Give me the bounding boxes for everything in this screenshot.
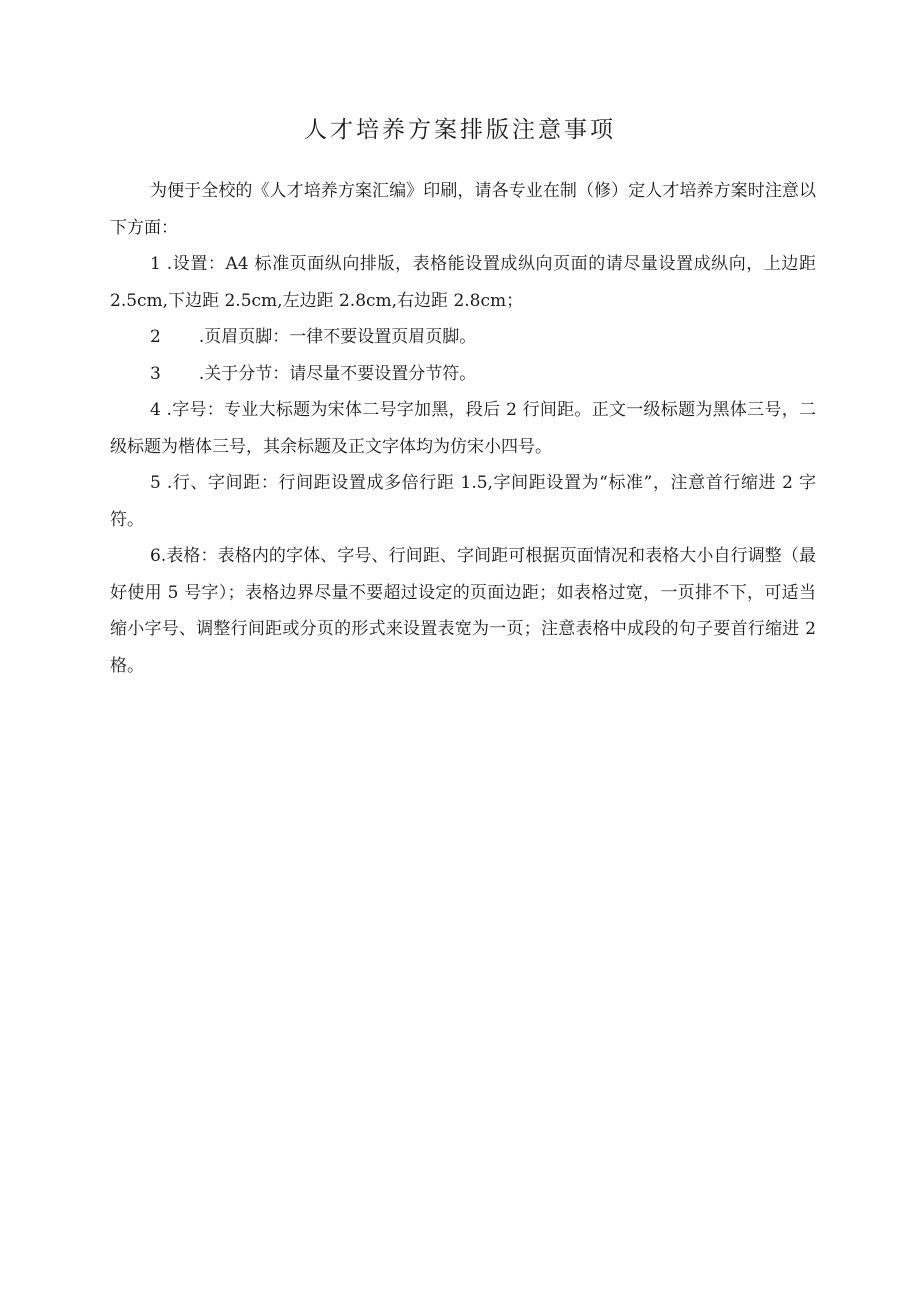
item-text: .表格：表格内的字体、字号、行间距、字间距可根据页面情况和表格大小自行调整（最好使用 5 号字）；表格边界尽量不要超过设定的页面边距；如表格过宽，一页排不下，可适当缩小字号、调整行间距或分页的形式来设置表宽为一页；注意表格中成段的句子要首行缩进 2 格。 bbox=[110, 546, 816, 676]
item-header-footer bbox=[110, 319, 816, 356]
document-title: 人才培养方案排版注意事项 bbox=[304, 117, 616, 143]
item-text: .页眉页脚：一律不要设置页眉页脚。 bbox=[198, 327, 477, 347]
item-text: .设置：A4 标准页面纵向排版，表格能设置成纵向页面的请尽量设置成纵向，上边距 2.5cm,下边距 2.5cm,左边距 2.8cm,右边距 2.8cm； bbox=[110, 254, 816, 311]
item-font-size bbox=[110, 392, 816, 465]
document-body bbox=[110, 173, 816, 684]
item-table bbox=[110, 538, 816, 684]
item-number: 4 bbox=[150, 400, 161, 420]
item-text: .字号：专业大标题为宋体二号字加黑，段后 2 行间距。正文一级标题为黑体三号，二级标题为楷体三号，其余标题及正文字体均为仿宋小四号。 bbox=[110, 400, 817, 457]
item-text: .关于分节：请尽量不要设置分节符。 bbox=[198, 363, 477, 384]
item-setup bbox=[110, 246, 816, 319]
item-number: 3 bbox=[150, 363, 161, 384]
item-section bbox=[110, 356, 816, 393]
intro-paragraph: 为便于全校的《人才培养方案汇编》印刷，请各专业在制（修）定人才培养方案时注意以下方面： bbox=[110, 181, 816, 238]
item-number: 2 bbox=[150, 327, 161, 347]
item-spacing bbox=[110, 465, 816, 538]
item-number: 1 bbox=[150, 254, 161, 274]
item-text: .行、字间距：行间距设置成多倍行距 1.5,字间距设置为“标准”，注意首行缩进 2 字符。 bbox=[110, 473, 816, 530]
item-number: 5 bbox=[150, 473, 161, 493]
item-number: 6 bbox=[150, 546, 161, 566]
